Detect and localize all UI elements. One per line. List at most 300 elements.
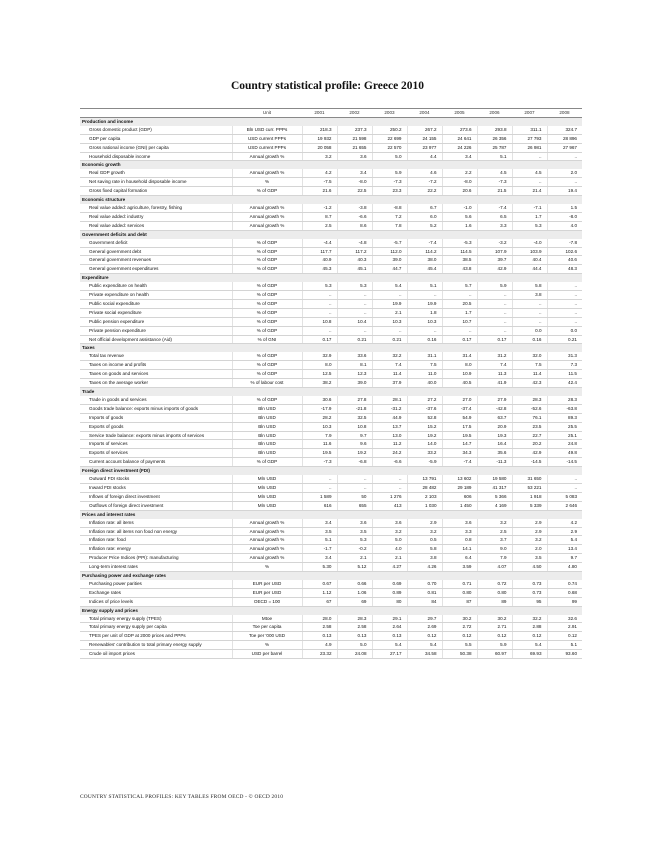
row-unit: Bln USD [232,413,302,422]
table-cell-value: 9.0 [477,545,512,554]
row-label: Inflation rate: all items [80,519,232,527]
table-cell-value: 11.4 [372,370,407,379]
table-cell-value: 3.2 [407,527,442,536]
table-cell-value: 7.9 [477,554,512,563]
table-cell-value: 8.7 [302,212,337,221]
row-unit: USD current PPPs [232,134,302,143]
table-cell-value: 28.1 [372,396,407,404]
table-cell-value: 0.13 [337,632,372,641]
table-cell-value: 5.7 [442,282,477,290]
row-label: Outward FDI stocks [80,475,232,483]
table-cell-value: 2 103 [407,492,442,501]
row-label: Current account balance of payments [80,458,232,467]
table-cell-value: 21 598 [337,134,372,143]
table-cell-value: 3.7 [477,536,512,545]
table-cell-value: 53 221 [512,483,547,492]
table-cell-value: 24.08 [337,650,372,659]
table-cell-value: 4.5 [512,169,547,177]
table-cell-value: -1.2 [302,204,337,212]
table-cell-value: 2.1 [372,308,407,317]
table-cell-value: 2.2 [442,169,477,177]
table-cell-value: 39.0 [337,379,372,388]
table-cell-value: 1 030 [407,501,442,510]
table-cell-value: 2.58 [302,623,337,632]
table-cell-value: 4.9 [302,641,337,650]
table-row [80,431,582,440]
table-cell-value: 31.4 [442,352,477,360]
table-cell-value: 33.6 [337,352,372,360]
table-cell-value: -7.3 [302,458,337,467]
table-cell-value: 24 226 [442,143,477,152]
table-cell-value: 19.4 [547,187,582,196]
table-cell-value: 45.1 [337,265,372,274]
table-row [80,458,582,467]
table-cell-value: 19.9 [372,299,407,308]
header-year: 2006 [477,109,512,118]
table-cell-value: 39.7 [477,256,512,265]
table-cell-value: 5.1 [547,641,582,650]
table-cell-value: 2.9 [547,527,582,536]
table-cell-value: 7.8 [372,221,407,230]
table-cell-value: .. [337,483,372,492]
table-cell-value: 5.1 [477,152,512,161]
table-cell-value: -3.2 [477,239,512,247]
row-unit: % of GDP [232,299,302,308]
table-cell-value: 2.9 [512,527,547,536]
table-cell-value: 27 967 [547,143,582,152]
section-header-row [80,196,582,204]
table-cell-value: 12.3 [337,370,372,379]
table-cell-value: 40.9 [302,256,337,265]
table-cell-value: 3.2 [302,152,337,161]
row-unit: Annual growth % [232,536,302,545]
table-cell-value: 1.7 [512,212,547,221]
table-cell-value: 13.4 [547,545,582,554]
section-title: Prices and interest rates [80,510,582,518]
row-unit: % of GDP [232,239,302,247]
row-unit: Toe per capita [232,623,302,632]
row-label: Taxes on the average worker [80,379,232,388]
table-cell-value: -7.8 [547,239,582,247]
table-cell-value: 13 791 [407,475,442,483]
row-unit: Annual growth % [232,527,302,536]
row-label: Taxes on goods and services [80,370,232,379]
table-row [80,615,582,623]
table-row [80,370,582,379]
table-cell-value: 4.80 [547,563,582,572]
row-label: Renewables' contribution to total primary energy supply [80,641,232,650]
table-cell-value: 1.06 [337,588,372,597]
section-header-row [80,230,582,238]
table-cell-value: 2.69 [407,623,442,632]
table-cell-value: 0.69 [372,580,407,588]
row-unit: OECD = 100 [232,597,302,606]
table-cell-value: .. [372,475,407,483]
table-cell-value: -7.4 [477,204,512,212]
table-cell-value: 0.89 [372,588,407,597]
table-cell-value: 50 [337,492,372,501]
table-cell-value: 38.5 [442,256,477,265]
table-cell-value: 7.9 [302,431,337,440]
section-title: Trade [80,388,582,396]
table-cell-value: 0.74 [547,580,582,588]
table-cell-value: 9.7 [547,554,582,563]
table-cell-value: .. [302,291,337,300]
table-row [80,143,582,152]
table-cell-value: 5.5 [442,641,477,650]
table-cell-value: 0.80 [477,588,512,597]
table-row [80,317,582,326]
table-cell-value: 31.1 [407,352,442,360]
table-cell-value: 87 [442,597,477,606]
section-title: Government deficits and debt [80,230,582,238]
table-cell-value: -37.4 [442,404,477,413]
table-cell-value: .. [547,178,582,187]
table-row [80,169,582,177]
table-cell-value: 10.9 [442,370,477,379]
table-cell-value: 5.1 [302,536,337,545]
table-cell-value: 21 655 [337,143,372,152]
row-label: Public social expenditure [80,299,232,308]
table-cell-value: 37.9 [372,379,407,388]
table-cell-value: 7.2 [372,212,407,221]
table-cell-value: 5.0 [372,536,407,545]
table-cell-value: 10.3 [407,317,442,326]
table-cell-value: 19 932 [302,134,337,143]
table-row [80,563,582,572]
table-cell-value: 5.3 [337,536,372,545]
table-cell-value: 4.0 [547,221,582,230]
table-cell-value: 11.6 [302,440,337,449]
table-row [80,475,582,483]
table-row [80,265,582,274]
table-cell-value: 19.2 [407,431,442,440]
table-cell-value: 5.4 [372,282,407,290]
table-cell-value: 4 169 [477,501,512,510]
table-cell-value: 1 918 [512,492,547,501]
table-cell-value: 2.72 [442,623,477,632]
table-cell-value: 4.5 [477,169,512,177]
row-unit: EUR per USD [232,588,302,597]
section-header-row [80,572,582,580]
table-cell-value: 67 [302,597,337,606]
table-cell-value: 12.5 [302,370,337,379]
row-label: Exchange rates [80,588,232,597]
table-cell-value: 24.8 [547,440,582,449]
row-unit: USD current PPPs [232,143,302,152]
table-cell-value: .. [337,326,372,335]
table-cell-value: 31.2 [477,352,512,360]
table-cell-value: 28.3 [337,615,372,623]
table-cell-value: 21.6 [302,187,337,196]
table-cell-value: 32.6 [547,615,582,623]
table-cell-value: 10.8 [302,317,337,326]
row-label: Service trade balance: exports minus imports of services [80,431,232,440]
table-cell-value: 6.7 [407,204,442,212]
table-cell-value: 42.3 [512,379,547,388]
header-year: 2008 [547,109,582,118]
section-title: Economic growth [80,161,582,169]
table-cell-value: .. [337,475,372,483]
table-cell-value: 42.9 [512,449,547,458]
table-cell-value: 31.3 [547,352,582,360]
table-cell-value: 117.7 [302,247,337,256]
section-title: Energy supply and prices [80,606,582,614]
table-cell-value: 10.8 [337,422,372,431]
table-cell-value: 3.2 [512,536,547,545]
table-body [80,117,582,658]
table-cell-value: 218.3 [302,126,337,134]
table-cell-value: 8.6 [337,221,372,230]
table-cell-value: 5.1 [407,282,442,290]
section-title: Taxes [80,344,582,352]
table-cell-value: 5.4 [407,641,442,650]
section-header-row [80,467,582,475]
table-cell-value: 5.3 [302,282,337,290]
table-cell-value: 3.6 [337,519,372,527]
table-cell-value: 14.0 [407,440,442,449]
table-cell-value: 80 [372,597,407,606]
table-cell-value: 0.12 [477,632,512,641]
row-unit: % of GDP [232,317,302,326]
table-cell-value: 6.5 [477,212,512,221]
table-cell-value: .. [372,483,407,492]
table-cell-value: .. [302,483,337,492]
table-cell-value: 32.2 [372,352,407,360]
table-cell-value: 2.9 [512,519,547,527]
table-cell-value: 0.16 [512,335,547,344]
row-label: Gross domestic product (GDP) [80,126,232,134]
table-cell-value: 5.4 [547,536,582,545]
table-cell-value: 9.6 [337,440,372,449]
table-cell-value: 11.5 [547,370,582,379]
table-cell-value: 267.2 [407,126,442,134]
table-cell-value: 0.73 [512,588,547,597]
row-label: Long-term interest rates [80,563,232,572]
table-row [80,404,582,413]
table-cell-value: 0.0 [547,326,582,335]
table-cell-value: 32.2 [512,615,547,623]
table-cell-value: 0.21 [337,335,372,344]
table-cell-value: 11.2 [372,440,407,449]
table-cell-value: 23 977 [407,143,442,152]
table-row [80,413,582,422]
table-cell-value: 2.88 [512,623,547,632]
table-cell-value: -1.7 [302,545,337,554]
table-row [80,580,582,588]
row-unit: Annual growth % [232,204,302,212]
row-label: Goods trade balance: exports minus imports of goods [80,404,232,413]
table-cell-value: 5.9 [477,641,512,650]
table-cell-value: 655 [337,501,372,510]
table-cell-value: 4.27 [372,563,407,572]
table-cell-value: 25.5 [547,422,582,431]
table-cell-value: 3.4 [302,554,337,563]
table-cell-value: 23.5 [512,422,547,431]
table-cell-value: 25.1 [547,431,582,440]
table-row [80,396,582,404]
table-cell-value: 20.9 [477,422,512,431]
table-cell-value: 9.7 [337,431,372,440]
table-cell-value: 0.12 [407,632,442,641]
table-cell-value: 324.7 [547,126,582,134]
table-cell-value: 21.4 [512,187,547,196]
table-cell-value: 8.0 [302,361,337,370]
table-cell-value: 293.8 [477,126,512,134]
table-row [80,632,582,641]
table-cell-value: 32.9 [302,352,337,360]
table-cell-value: 89.3 [547,413,582,422]
table-cell-value: 2.9 [407,519,442,527]
row-label: Inflows of foreign direct investment [80,492,232,501]
table-cell-value: 7.3 [547,361,582,370]
table-cell-value: 19.5 [302,449,337,458]
table-cell-value: 0.71 [442,580,477,588]
table-cell-value: 89 [477,597,512,606]
table-cell-value: 3.5 [302,527,337,536]
table-cell-value: 32.5 [337,413,372,422]
table-cell-value: .. [477,299,512,308]
table-cell-value: 33.2 [407,449,442,458]
table-cell-value: 52.8 [407,413,442,422]
table-cell-value: -3.8 [337,204,372,212]
table-cell-value: 30.2 [477,615,512,623]
table-cell-value: 38.0 [407,256,442,265]
page-title: Country statistical profile: Greece 2010 [230,80,425,92]
table-cell-value: -8.8 [372,204,407,212]
row-unit: % of GDP [232,326,302,335]
table-cell-value: .. [442,326,477,335]
table-cell-value: 22.5 [337,187,372,196]
table-cell-value: 48.3 [547,265,582,274]
table-cell-value: 26 981 [512,143,547,152]
table-cell-value: -6.6 [337,212,372,221]
table-cell-value: 5.0 [372,152,407,161]
table-cell-value: -6.8 [337,458,372,467]
row-unit: Mtoe [232,615,302,623]
table-cell-value: 616 [302,501,337,510]
table-cell-value: .. [372,326,407,335]
table-row [80,519,582,527]
table-cell-value: -8.0 [442,178,477,187]
table-cell-value: -4.0 [512,239,547,247]
table-cell-value: 6.4 [442,554,477,563]
table-cell-value: 49.8 [547,449,582,458]
table-cell-value: -5.7 [372,239,407,247]
table-cell-value: 28.0 [302,615,337,623]
table-cell-value: -7.2 [407,178,442,187]
row-label: Inflation rate: food [80,536,232,545]
table-cell-value: 44.9 [372,413,407,422]
table-cell-value: 84 [407,597,442,606]
table-row [80,134,582,143]
table-row [80,623,582,632]
table-row [80,483,582,492]
table-cell-value: 3.4 [302,519,337,527]
table-cell-value: .. [477,326,512,335]
row-unit: % of labour cost [232,379,302,388]
table-cell-value: 2.1 [337,554,372,563]
table-cell-value: -4.4 [302,239,337,247]
table-cell-value: .. [547,282,582,290]
table-cell-value: 27.8 [337,396,372,404]
table-cell-value: 93.60 [547,650,582,659]
table-row [80,335,582,344]
table-cell-value: 20.5 [442,299,477,308]
row-label: Public expenditure on health [80,282,232,290]
table-cell-value: 0.68 [547,588,582,597]
table-cell-value: 30.6 [302,396,337,404]
row-unit: % of GDP [232,291,302,300]
table-cell-value: 41 317 [477,483,512,492]
table-cell-value: 7.5 [407,361,442,370]
row-unit: Bln USD [232,449,302,458]
table-cell-value: 1 276 [372,492,407,501]
table-cell-value: 0.80 [442,588,477,597]
table-cell-value: 413 [372,501,407,510]
table-cell-value: 5.30 [302,563,337,572]
table-cell-value: 250.2 [372,126,407,134]
table-cell-value: 45.4 [407,265,442,274]
table-cell-value: 0.66 [337,580,372,588]
table-cell-value: 6.0 [407,212,442,221]
table-cell-value: 27.17 [372,650,407,659]
table-cell-value: .. [547,291,582,300]
table-cell-value: .. [407,291,442,300]
table-cell-value: .. [477,317,512,326]
table-cell-value: 4.2 [547,519,582,527]
table-row [80,239,582,247]
table-cell-value: .. [512,178,547,187]
header-unit: Unit [232,109,302,118]
table-row [80,422,582,431]
table-row [80,536,582,545]
table-cell-value: 5 339 [512,501,547,510]
table-cell-value: 95 [512,597,547,606]
row-label: Total tax revenue [80,352,232,360]
table-cell-value: 24 155 [407,134,442,143]
row-unit: % of GDP [232,247,302,256]
table-cell-value: 13.7 [372,422,407,431]
table-cell-value: 5.12 [337,563,372,572]
table-row [80,641,582,650]
table-cell-value: 3.6 [372,519,407,527]
table-cell-value: 0.17 [442,335,477,344]
table-cell-value: .. [512,299,547,308]
row-label: Real value added: agriculture, forestry, fishing [80,204,232,212]
table-row [80,291,582,300]
table-cell-value: .. [547,152,582,161]
row-unit: Toe per '000 USD [232,632,302,641]
row-label: Total primary energy supply per capita [80,623,232,632]
table-cell-value: 0.72 [477,580,512,588]
table-cell-value: 3.4 [337,169,372,177]
table-row [80,152,582,161]
table-cell-value: 0.0 [512,326,547,335]
table-cell-value: 21.5 [477,187,512,196]
table-cell-value: 0.17 [302,335,337,344]
table-row [80,178,582,187]
row-label: Net official development assistance (Aid) [80,335,232,344]
table-cell-value: 606 [442,492,477,501]
section-header-row [80,510,582,518]
table-row [80,212,582,221]
table-cell-value: 20.6 [442,187,477,196]
table-cell-value: -7.3 [477,178,512,187]
table-cell-value: 41.9 [477,379,512,388]
table-cell-value: 1 450 [442,501,477,510]
table-cell-value: 1.5 [547,204,582,212]
